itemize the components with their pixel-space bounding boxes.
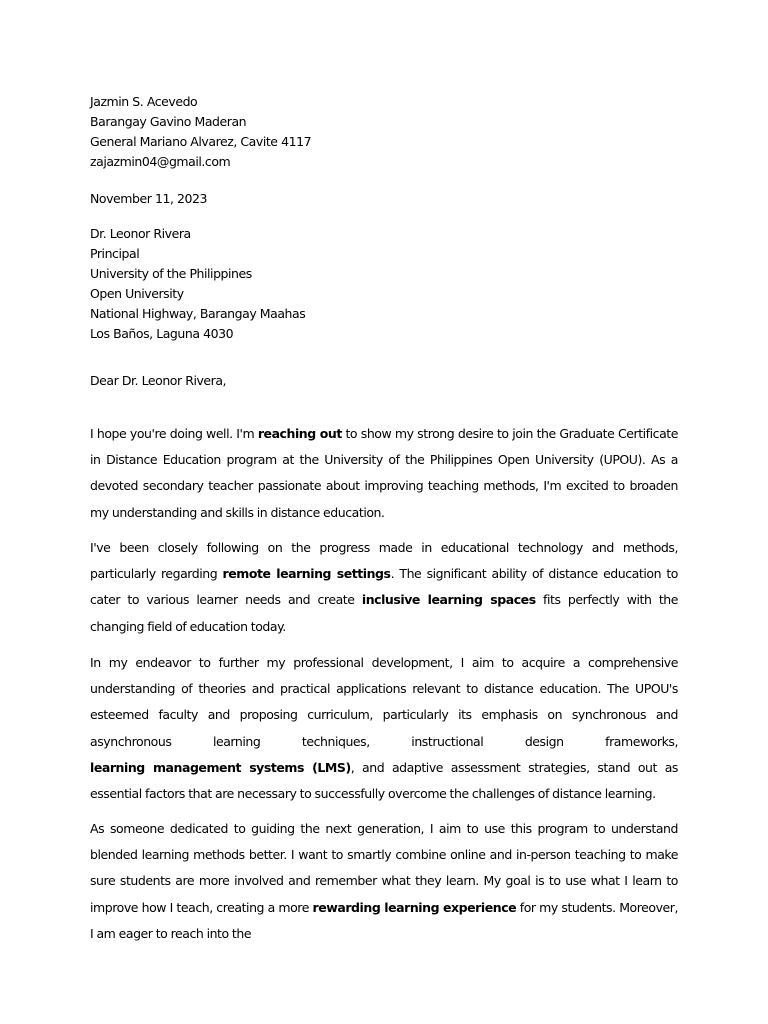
salutation-block — [90, 371, 678, 391]
recipient-name: Dr. Leonor Rivera — [90, 226, 191, 241]
sender-street: Barangay Gavino Maderan — [90, 114, 247, 129]
sender-email: zajazmin04@gmail.com — [90, 154, 231, 169]
paragraph-1 — [90, 421, 678, 526]
paragraph-2-text-c: fits perfectly with the changing field of education today. — [90, 592, 678, 634]
paragraph-2-bold-1: remote learning settings — [222, 566, 391, 582]
paragraph-3-bold-1: learning management systems (LMS) — [90, 759, 351, 775]
sender-city: General Mariano Alvarez, Cavite 4117 — [90, 134, 312, 149]
paragraph-4-text-b: for my students. Moreover, I am eager to reach into the — [90, 899, 678, 941]
paragraph-1-text-a: I hope you're doing well. I'm — [90, 426, 258, 441]
paragraph-2 — [90, 535, 678, 640]
paragraph-4-text-a: As someone dedicated to guiding the next generation, I aim to use this program to understand blended learning methods better. I want to smartly combine online and in-person teaching to make sure students are more involved and remember what they learn. My goal is to use what I learn to improve how I teach, creating a more — [90, 821, 678, 915]
sender-name: Jazmin S. Acevedo — [90, 94, 198, 109]
recipient-street: National Highway, Barangay Maahas — [90, 306, 306, 321]
recipient-org-line2: Open University — [90, 286, 184, 301]
paragraph-3 — [90, 650, 678, 807]
recipient-org-line1: University of the Philippines — [90, 266, 252, 281]
paragraph-2-text-b: . The significant ability of distance education to cater to various learner needs and create — [90, 566, 678, 608]
paragraph-3-text-b: , and adaptive assessment strategies, stand out as essential factors that are necessary to successfully overcome the challenges of distance learning. — [90, 759, 678, 802]
paragraph-1-text-b: to show my strong desire to join the Graduate Certificate in Distance Education program at the University of the Philippines Open University (UPOU). As a devoted secondary teacher passionate about improving teaching methods, I'm excited to broaden my understanding and skills in distance education. — [90, 426, 678, 520]
salutation: Dear Dr. Leonor Rivera, — [90, 373, 227, 388]
paragraph-4-bold-1: rewarding learning experience — [312, 899, 517, 915]
recipient-city: Los Baños, Laguna 4030 — [90, 326, 234, 341]
paragraph-1-bold-1: reaching out — [257, 426, 342, 441]
paragraph-3-text-a: In my endeavor to further my professional development, I aim to acquire a comprehensive understanding of theories and practical applications relevant to distance education. The UPOU's esteemed faculty and proposing curriculum, particularly its emphasis on synchronous and asynchronous learning techniques, instructional design frameworks, — [90, 655, 678, 749]
sender-address — [90, 92, 678, 172]
recipient-address — [90, 224, 678, 344]
paragraph-2-bold-2: inclusive learning spaces — [361, 592, 536, 608]
paragraph-4 — [90, 816, 678, 947]
paragraph-2-text-a: I've been closely following on the progress made in educational technology and methods, particularly regarding — [90, 540, 678, 582]
letter-date: November 11, 2023 — [90, 191, 208, 206]
letter-date-block — [90, 189, 678, 209]
recipient-title: Principal — [90, 246, 140, 261]
